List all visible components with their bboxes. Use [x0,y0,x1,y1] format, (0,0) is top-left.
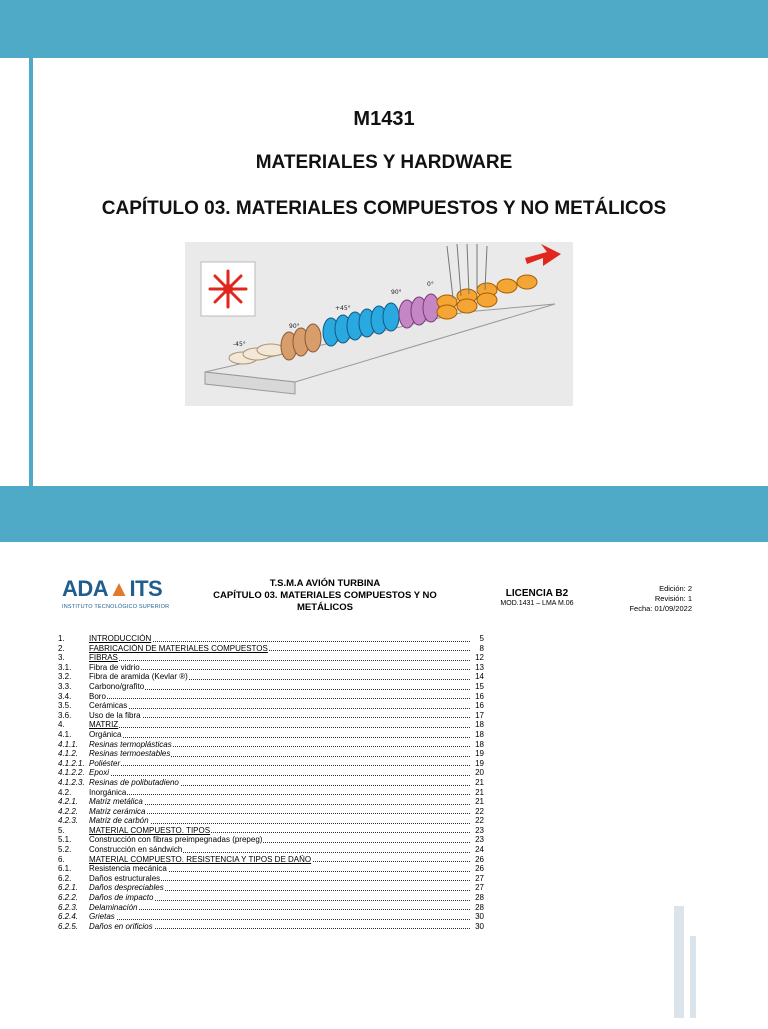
toc-entry-title: Resinas termoestables [89,749,470,759]
toc-entry-number: 3. [58,653,65,663]
toc-entry-title: Delaminación [89,903,470,913]
toc-entry-page: 28 [475,902,484,912]
license-block [482,588,592,607]
toc-entry[interactable] [58,768,484,778]
toc-entry-page: 12 [475,653,484,663]
toc-entry-title: Poliéster [89,759,470,769]
toc-entry[interactable] [58,788,484,798]
toc-entry-title: Resinas termoplásticas [89,740,470,750]
toc-entry[interactable] [58,835,484,845]
toc-entry[interactable] [58,883,484,893]
toc-entry[interactable] [58,663,484,673]
toc-entry-page: 13 [475,662,484,672]
toc-entry-page: 22 [475,816,484,826]
toc-entry[interactable] [58,692,484,702]
edition: Edición: 2 [659,584,692,593]
table-of-contents [58,634,484,931]
toc-entry-page: 20 [475,768,484,778]
toc-entry-page: 19 [475,749,484,759]
toc-entry-number: 4.2.3. [58,816,79,826]
toc-entry-title: MATERIAL COMPUESTO. RESISTENCIA Y TIPOS DE DAÑO [89,855,470,865]
toc-entry-title: Construcción en sándwich [89,845,470,855]
toc-entry-title: Matriz cerámica [89,807,470,817]
toc-entry-page: 27 [475,883,484,893]
toc-entry-number: 4.1. [58,729,72,739]
toc-entry[interactable] [58,816,484,826]
toc-entry-page: 30 [475,912,484,922]
toc-entry-number: 6.2.2. [58,893,79,903]
license-label: LICENCIA B2 [505,588,569,599]
toc-entry-title: Daños en orificios [89,922,470,932]
toc-entry-number: 4.1.2.1. [58,758,85,768]
toc-entry-number: 2. [58,643,65,653]
toc-entry[interactable] [58,672,484,682]
toc-entry[interactable] [58,653,484,663]
toc-entry[interactable] [58,807,484,817]
toc-entry-page: 5 [479,634,484,643]
toc-entry-title: Orgánica [89,730,470,740]
toc-entry-number: 3.1. [58,662,72,672]
composite-layup-figure [185,242,573,406]
toc-entry-number: 3.5. [58,701,72,711]
module-code: MOD.1431 – LMA M.06 [500,600,574,607]
toc-entry-title: Grietas [89,912,470,922]
toc-entry-number: 4.2. [58,787,72,797]
toc-entry-number: 4.1.2.2. [58,768,85,778]
toc-entry-title: INTRODUCCIÓN [89,634,470,644]
label-90-b: 90° [391,289,402,296]
toc-entry-number: 4.2.2. [58,806,79,816]
toc-entry-number: 1. [58,634,65,643]
toc-entry-title: MATERIAL COMPUESTO. TIPOS [89,826,470,836]
logo-subtitle: INSTITUTO TECNOLÓGICO SUPERIOR [62,604,170,610]
toc-entry[interactable] [58,634,484,644]
toc-entry-page: 21 [475,787,484,797]
toc-entry-number: 6.2.5. [58,921,79,931]
toc-entry-title: Cerámicas [89,701,470,711]
toc-entry-title: Epoxi [89,768,470,778]
toc-entry-number: 4.1.2. [58,749,79,759]
revision: Revisión: 1 [654,594,692,603]
toc-entry-number: 6. [58,854,65,864]
toc-entry-number: 3.6. [58,710,72,720]
toc-entry[interactable] [58,912,484,922]
label-0: 0° [427,281,434,288]
toc-entry-title: Resistencia mecánica [89,864,470,874]
toc-entry-page: 22 [475,806,484,816]
direction-arrow [525,244,561,266]
toc-entry-number: 4.1.2.3. [58,777,85,787]
toc-entry[interactable] [58,826,484,836]
toc-entry-page: 17 [475,710,484,720]
toc-entry[interactable] [58,855,484,865]
toc-entry-page: 21 [475,797,484,807]
toc-entry-title: Fibra de aramida (Kevlar ®) [89,672,470,682]
toc-entry-page: 27 [475,873,484,883]
toc-entry-number: 4.2.1. [58,797,79,807]
label-minus45: -45° [233,341,246,348]
toc-entry-number: 5.1. [58,835,72,845]
toc-entry-title: Uso de la fibra [89,711,470,721]
cover-chapter-title: CAPÍTULO 03. MATERIALES COMPUESTOS Y NO METÁLICOS [101,198,667,219]
toc-entry[interactable] [58,701,484,711]
toc-entry-page: 15 [475,681,484,691]
toc-entry-number: 5.2. [58,845,72,855]
toc-entry-title: Matriz metálica [89,797,470,807]
doc-header-title: T.S.M.A AVIÓN TURBINA CAPÍTULO 03. MATERIALES COMPUESTOS Y NO METÁLICOS [213,578,437,613]
toc-entry-title: MATRIZ [89,720,470,730]
toc-entry-number: 6.2.4. [58,912,79,922]
toc-entry-number: 6.1. [58,864,72,874]
toc-entry-number: 3.2. [58,672,72,682]
toc-entry-page: 19 [475,758,484,768]
toc-entry-title: Construcción con fibras preimpegnadas (prepeg) [89,835,470,845]
toc-entry-page: 23 [475,835,484,845]
toc-entry-page: 18 [475,729,484,739]
toc-entry-page: 21 [475,777,484,787]
toc-entry[interactable] [58,778,484,788]
cover-top-band [0,0,768,58]
toc-entry[interactable] [58,720,484,730]
toc-entry[interactable] [58,874,484,884]
toc-entry[interactable] [58,922,484,932]
toc-entry[interactable] [58,749,484,759]
toc-entry-number: 6.2. [58,873,72,883]
toc-entry-page: 14 [475,672,484,682]
toc-entry-page: 28 [475,893,484,903]
adaits-watermark-logo [668,896,708,1024]
toc-entry[interactable] [58,797,484,807]
toc-entry-page: 16 [475,701,484,711]
toc-entry-page: 24 [475,845,484,855]
toc-entry-title: Matriz de carbón [89,816,470,826]
date: Fecha: 01/09/2022 [629,604,692,613]
toc-entry-title: Daños despreciables [89,883,470,893]
toc-entry-title: Daños estructurales [89,874,470,884]
toc-entry-page: 18 [475,720,484,730]
cover-bottom-band [0,486,768,542]
adaits-logo: ADA▲ITS INSTITUTO TECNOLÓGICO SUPERIOR [62,576,170,610]
toc-entry-page: 18 [475,739,484,749]
toc-entry-page: 8 [479,643,484,653]
toc-entry-number: 4. [58,720,65,730]
toc-entry[interactable] [58,740,484,750]
toc-entry-number: 3.3. [58,681,72,691]
toc-entry-title: Daños de impacto [89,893,470,903]
toc-entry-title: Boro [89,692,470,702]
toc-entry[interactable] [58,864,484,874]
toc-entry-title: FABRICACIÓN DE MATERIALES COMPUESTOS [89,644,470,654]
toc-entry-page: 26 [475,864,484,874]
toc-entry[interactable] [58,682,484,692]
toc-entry-title: Carbono/grafito [89,682,470,692]
toc-entry-number: 4.1.1. [58,739,79,749]
toc-entry-page: 26 [475,854,484,864]
label-90-a: 90° [289,323,300,330]
toc-entry[interactable] [58,903,484,913]
toc-entry-number: 5. [58,825,65,835]
toc-entry[interactable] [58,759,484,769]
label-plus45: +45° [335,305,351,312]
toc-entry[interactable] [58,711,484,721]
toc-entry-page: 23 [475,825,484,835]
cover-subject: MATERIALES Y HARDWARE [255,152,513,173]
toc-entry-number: 3.4. [58,691,72,701]
toc-entry-title: Inorgánica [89,788,470,798]
edition-block [600,584,692,614]
toc-entry-title: Resinas de polibutadieno [89,778,470,788]
toc-entry[interactable] [58,730,484,740]
toc-entry-page: 16 [475,691,484,701]
toc-entry-title: FIBRAS [89,653,470,663]
toc-entry-title: Fibra de vidrio [89,663,470,673]
toc-entry-page: 30 [475,921,484,931]
toc-entry[interactable] [58,845,484,855]
cover-code: M1431 [353,108,415,130]
toc-entry-number: 6.2.3. [58,902,79,912]
toc-entry[interactable] [58,893,484,903]
toc-entry[interactable] [58,644,484,654]
toc-entry-number: 6.2.1. [58,883,79,893]
